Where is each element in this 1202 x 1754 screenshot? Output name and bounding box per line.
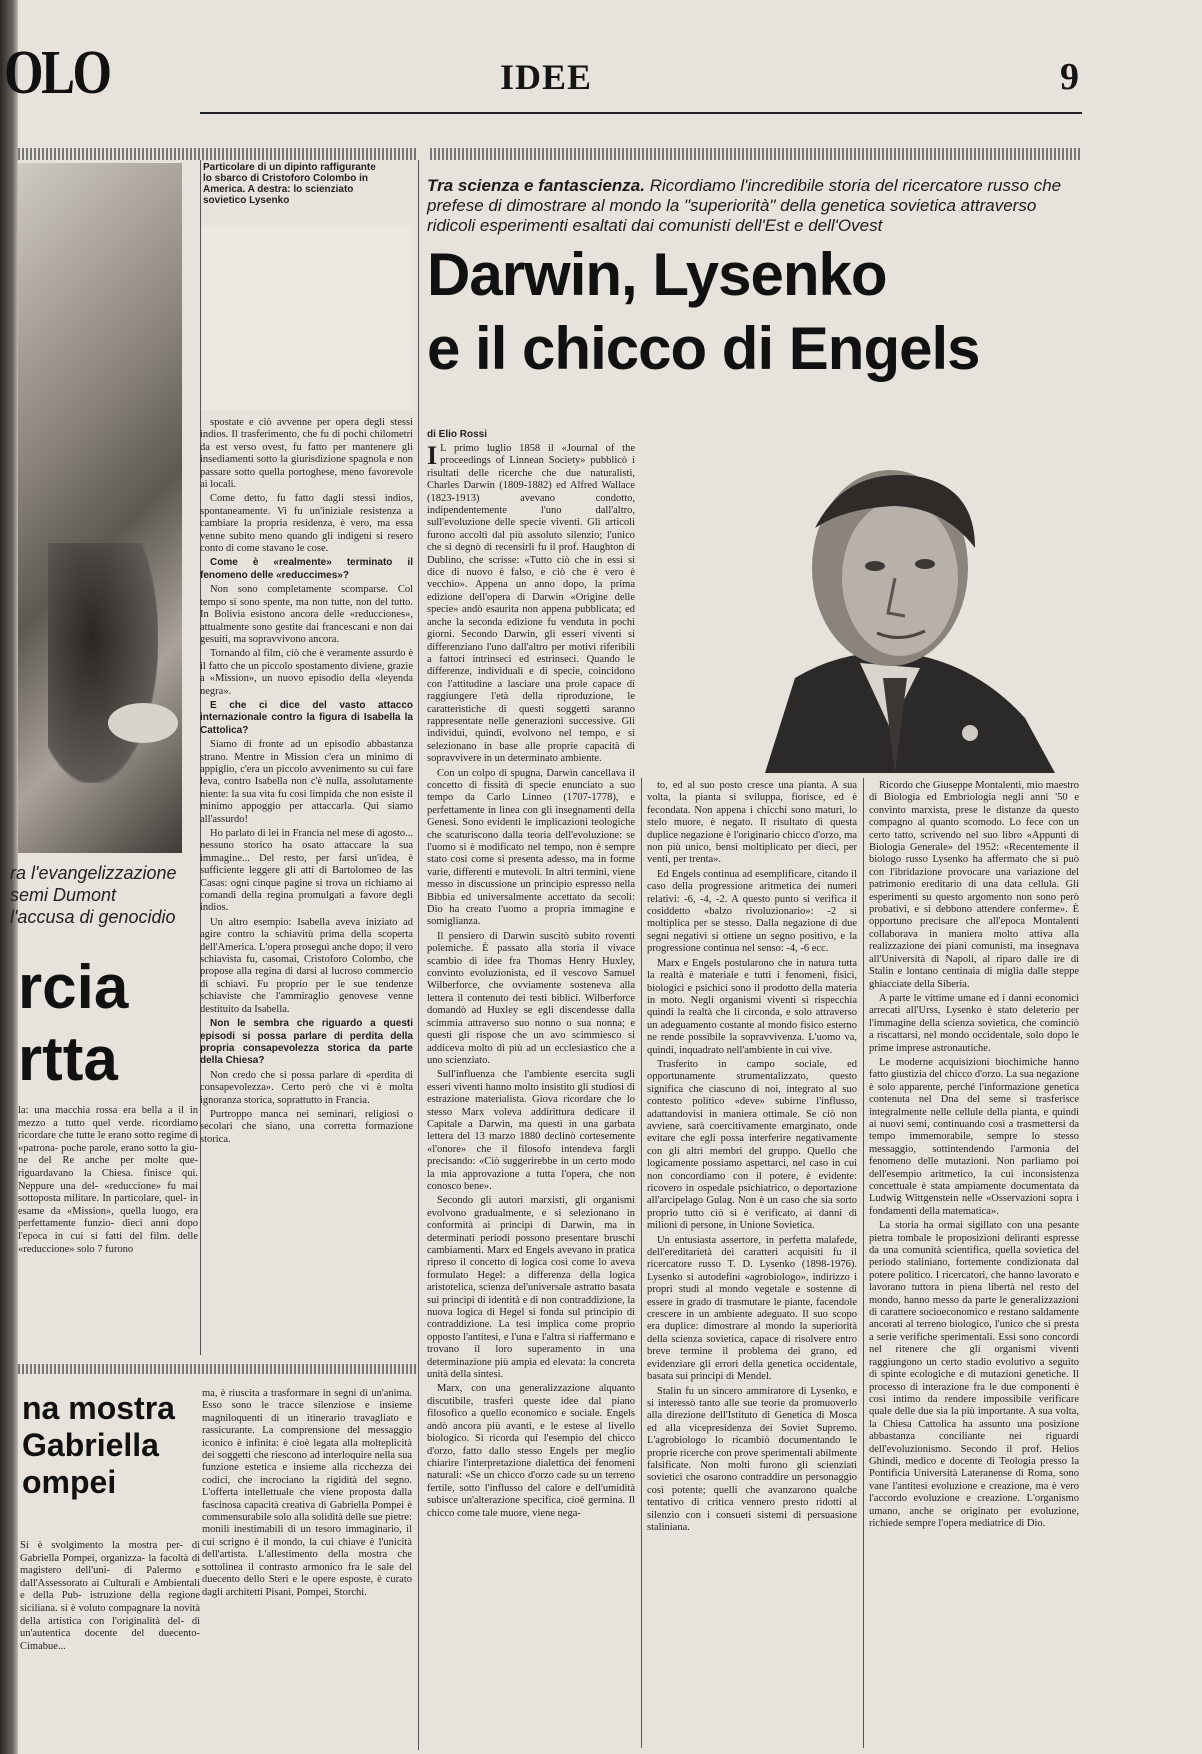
article-paragraph: Ed Engels continua ad esemplificare, citando il caso della progressione aritmetica dei numeri relativi: -6, -4, -2. A questo punto si verifica il cosiddetto «balzo rivoluzionario»: -2 si moltiplica per se stesso. Dalla negazione di due segni negativi si ottiene un segno positivo, e la progressione continua nel senso: -4, -6 ecc. — [647, 868, 857, 955]
exhibition-rule — [18, 1364, 418, 1374]
interview-answer: spostate e ciò avvenne per opera degli stessi indios. Il trasferimento, che fu di pochi chilometri da est verso ovest, fu fatto per mantenere gli insediamenti sotto la giurisdizione spagnola e non passare sotto quella portoghese, meno favorevole ai locali. — [200, 417, 413, 491]
article-column-1 — [427, 443, 635, 1750]
exhibition-paragraph: ma, è riuscita a trasformare in segni di un'anima. Esso sono le tracce silenziose e insieme magniloquenti di un itinerario travagliato e rassicurante. La comprensione del messaggio iconico è infinita: è cioè legata alla molteplicità dei soggetti che riescono ad interloquire nella sua funzione estetica e insieme alla ricchezza dei codici, che incrociano la rigidità del segno. L'offerta intellettuale che viene proposta dalla fascinosa capacità creativa di Gabriella Pompei è commensurabile solo alla solidità delle sue pietre: monili inestimabili di un tesoro immaginario, il cui scrigno è il mondo, la cui chiave è l'unicità dell'artista. L'allestimento della mostra che sottolinea il contrasto armonico fra le sale del duecento dello Steri e le opere esposte, è curato dagli architetti Pisani, Pompei, Storchi. — [202, 1388, 412, 1598]
article-paragraph: Un entusiasta assertore, in perfetta malafede, dell'ereditarietà dei caratteri acquisiti fu il ricercatore russo T. D. Lysenko (1898-1976). Lysenko si autodefinì «agrobiologo», indirizzo i propri studi al mondo vegetale e sostenne di essere in grado di trasmutare le piante, facendole crescere in un ambiente adeguato. Il suo scopo era duplice: dimostrare al mondo la superiorità della scienza sovietica, capace di risolvere entro breve termine il problema dei grano, ed evidenziare gli errori della genetica occidentale, basata sui principi di Mendel. — [647, 1234, 857, 1383]
masthead-fragment: OLO — [4, 39, 110, 107]
interview-question: E che ci dice del vasto attacco internazionale contro la figura di Isabella la Cattolica? — [200, 699, 413, 736]
article-byline: di Elio Rossi — [427, 429, 488, 440]
article-paragraph: Marx e Engels postularono che in natura tutta la realtà è materiale e tutti i fenomeni, fisici, biologici e psichici sono il prodotto della materia in moto. Negli organismi viventi si rispecchia quindi la realtà che li circonda, e solo attraverso un adeguamento costante al mondo fisico esterno ne rende possibile la sopravvivenza. L'uomo va, quindi, inquadrato nell'ambiente in cui vive. — [647, 957, 857, 1056]
page-number: 9 — [1060, 56, 1079, 98]
painting-highlight — [108, 703, 178, 743]
left-story-caption: ra l'evangelizzazione semi Dumont l'accusa di genocidio — [10, 863, 177, 927]
interview-answer: Siamo di fronte ad un episodio abbastanza strano. Mentre in Mission c'era un minimo di appiglio, c'era un piccolo avvenimento su cui fare leva, contro Isabella non c'è nulla, assolutamente niente: la sua vita fu così limpida che non esiste il minimo appoggio per attaccarla. Qui siamo all'assurdo! — [200, 739, 413, 825]
interview-answer: Come detto, fu fatto dagli stessi indios, spontaneamente. Vi fu un'iniziale resistenza a cambiare la propria residenza, è vero, ma essa venne subito meno quando gli indigeni si resero conto di come stavano le cose. — [200, 493, 413, 555]
interview-answer: Tornando al film, ciò che è veramente assurdo è il fatto che un piccolo spostamento diviene, grazie a «Mission», un nuovo episodio della «leyenda negra». — [200, 648, 413, 697]
interview-answer: Un altro esempio: Isabella aveva iniziato ad agire contro la schiavitù prima della scoperta dell'America. L'opera proseguì anche dopo; il vero schiavista fu, casomai, Cristoforo Colombo, che propose alla regina di darsi al lucroso commercio di schiavi. Fu proprio per le sue tendenze schiaviste che l'ammiraglio genovese venne destituito da Isabella. — [200, 916, 413, 1015]
left-top-rule — [18, 148, 418, 160]
article-top-rule — [430, 148, 1082, 160]
article-paragraph — [427, 443, 635, 766]
left-story-headline: rcia rtta — [18, 953, 129, 1094]
drop-cap: I — [427, 443, 438, 470]
article-headline: Darwin, Lysenko e il chicco di Engels — [427, 241, 980, 382]
article-paragraph: Secondo gli autori marxisti, gli organismi evolvono gradualmente, e si selezionano in conformità ai principi di Darwin, ma in determinati periodi possono presentare bruschi cambiamenti. Marx ed Engels avevano in pratica ripreso il concetto di logica così come lo aveva formulato Hegel: a differenza della logica aristotelica, scienza del'universale astratto basata sui principi di identità e di non contraddizione, la nuova logica di Hegel si fonda sul principio di contraddizione. La tesi implica come proprio opposto l'antitesi, e l'una e l'altra si riaffermano e trovano il loro superamento in una determinazione più ampia ed elevata: la concreta unità della sintesi. — [427, 1195, 635, 1381]
exhibition-headline: na mostra Gabriella ompei — [22, 1390, 175, 1500]
article-paragraph: Con un colpo di spugna, Darwin cancellava il concetto di fissità di specie enunciato a suo tempo da Carlo Linneo (1707-1778), e perfettamente in linea con gli insegnamenti della Genesi. Sono evidenti le implicazioni teologiche che scaturiscono dalla teoria dell'evoluzione: se l'uomo si è modificato nel tempo, non è sempre stato così come si presenta adesso, ma in forme varie, differenti e mutevoli. In altri termini, viene messo in discussione un principio espresso nella Bibbia ed universalmente accettato da secoli: Dio ha creato l'uomo a propria immagine e somiglianza. — [427, 767, 635, 928]
interview-question: Come è «realmente» terminato il fenomeno delle «reduccimes»? — [200, 557, 413, 581]
interview-question: Non le sembra che riguardo a questi episodi si possa parlare di perdita della propria consapevolezza storica da parte della Chiesa? — [200, 1018, 413, 1067]
column-divider — [641, 778, 642, 1748]
caption-whitespace — [200, 225, 412, 410]
painting-photo — [18, 163, 182, 853]
photo-caption: Particolare di un dipinto raffigurante lo sbarco di Cristoforo Colombo in America. A destra: lo scienziato sovietico Lysenko — [203, 162, 376, 206]
article-paragraph: Sull'influenza che l'ambiente esercita sugli esseri viventi hanno molto insistito gli studiosi di estrazione materialista. Giova ricordare che lo stesso Marx voleva addirittura dedicare il Capitale a Darwin, ma questi in una garbata lettera del 13 marzo 1880 declinò cortesemente «l'onore» che il filosofo intendeva fargli precisando: «Ciò suggerirebbe in un certo modo la mia approvazione a tutta l'opera, che non conosco bene». — [427, 1069, 635, 1192]
interview-answer: Non credo che si possa parlare di «perdita di consapevolezza». Certo però che vi è molta ignoranza storica, soprattutto in Francia. — [200, 1069, 413, 1106]
painting-figure — [48, 543, 158, 783]
article-paragraph: Stalin fu un sincero ammiratore di Lysenko, e si interessò tanto alle sue teorie da promuoverlo alla direzione dell'Istituto di Genetica di Mosca ed alla vicepresidenza dei Soviet Supremo. L'agrobiologo lo ricambiò documentando le proprie ricerche con prove sperimentali abilmente falsificate. Non molti furono gli scienziati sovietici che osarono contraddire un personaggio così potente; quelli che avanzarono qualche tentativo di critica vennero presto ridotti al silenzio con i consueti sistemi di persuasione staliniana. — [647, 1385, 857, 1533]
interview-answer: Non sono completamente scomparse. Col tempo si sono spente, ma non tutte, non del tutto. In Bolivia esistono ancora delle «reducciones», attualmente sono gestite dai francescani e non dai gesuiti, ma sopravvivono ancora. — [200, 584, 413, 645]
exhibition-left-text: Si è svolgimento la mostra per- di Gabriella Pompei, organizza- la facoltà di magistero dell'uni- di Palermo e dall'Assessorato ai Culturali e Ambientali e della Pub- istruzione della regione siciliana. si è voluto compagnare la novità della artistica con l'originalità del- di un'autentica docente del duecento- Cimabue... — [20, 1540, 200, 1652]
kicker-text: Ricordiamo l'incredibile storia del ricercatore russo che prefese di dimostrare al mondo la "superiorità" della genetica sovietica attraverso ridicoli esperimenti esaltati dai comunisti dell'Est e dell'Ovest — [427, 176, 1062, 235]
section-title: IDEE — [500, 57, 593, 97]
interview-column — [200, 417, 413, 1347]
exhibition-right-text — [202, 1388, 412, 1748]
article-kicker — [427, 176, 1087, 236]
article-paragraph: A parte le vittime umane ed i danni economici arrecati all'Urss, Lysenko è stato deleterio per l'immagine della scienza sovietica, che cominciò a riscattarsi, nel mondo occidentale, solo dopo le prime imprese astronautiche. — [869, 992, 1079, 1054]
interview-answer: Ho parlato di lei in Francia nel mese di agosto... nessuno storico ha osato attaccare la sua immagine... Del resto, per farsi un'idea, è sufficiente leggere gli atti di Bartolomeo de las Casas: ogni cinque pagine si trova un richiamo ai comandi della regina promulgati a favore degli indios. — [200, 828, 413, 914]
interview-answer: Purtroppo manca nei seminari, religiosi o secolari che siano, una corretta formazione storica. — [200, 1108, 413, 1145]
article-column-2 — [647, 780, 857, 1750]
column-divider — [418, 160, 419, 1750]
lysenko-portrait — [645, 428, 1083, 773]
article-column-3 — [869, 780, 1079, 1750]
column-divider — [863, 778, 864, 1748]
kicker-lead: Tra scienza e fantascienza. — [427, 176, 645, 195]
article-paragraph: to, ed al suo posto cresce una pianta. A sua volta, la pianta si sviluppa, fiorisce, ed è fecondata. Non appena i chicchi sono maturi, lo stelo muore, è negato. Il risultato di questa duplice negazione è l'originario chicco d'orzo, ma non più unico, bensì moltiplicato per dieci, per venti, per trenta». — [647, 780, 857, 866]
article-lead-text: L primo luglio 1858 il «Journal of the proceedings of Linnean Society» pubblicò i risultati delle ricerche che due naturalisti, Charles Darwin (1809-1882) ed Alfred Wallace (1823-1913) avevano condotto, indipendentemente l'uno dall'altro, sull'evoluzione delle specie viventi. Gli articoli furono accolti dal più assoluto silenzio; l'unico che si degnò di recensirli fu il prof. Haughton di Dublino, che scrisse: «Tutto ciò che in essi si dice di nuovo è falso, e ciò che è vero è vecchio». Appena un anno dopo, la prima edizione dell'opera di Darwin «Origine delle specie» andò esaurita non appena pubblicata; ed anche la seconda edizione fu venduta in pochi giorni. Secondo Darwin, gli esseri viventi si differenziano l'uno dall'altro per motivi riferibili a fattori intrinseci ed estrinseci. Quando le differenze, individuali e di specie, coincidono con l'attitudine a lasciare una prole capace di raggiungere l'età della riproduzione, le caratteristiche di questi soggetti saranno rappresentate nelle generazioni successive. Gli individui, quindi, evolvono nel tempo, e si selezionano in base alle proprie capacità di sopravvivere in un determinato ambiente. — [427, 443, 635, 765]
portrait-svg — [645, 428, 1083, 773]
article-paragraph: La storia ha ormai sigillato con una pesante pietra tombale le proposizioni deliranti espresse da una comunità scientifica, quella sovietica del periodo staliniano, fortemente condizionata dal potere politico. I ricercatori, che hanno lavorato e lavorano tuttora in piena libertà nel resto del mondo, hanno messo da parte le generalizzazioni di carattere socioeconomico e restano saldamente ancorati al terreno biologico, l'unico che si presta a serie verifiche sperimentali. Essi sono concordi nel ritenere che gli organismi viventi raggiungono un certo stadio evolutivo a seguito di spinte ecologiche e di mutazioni genetiche. Il processo di interazione fra le due componenti è così intimo da rendere impossibile verificare quale delle due sia la più importante. A sua volta, la Chiesa Cattolica ha assunto una posizione abbastanza conciliante nei riguardi dell'evoluzionismo. Secondo il prof. Helios Ghindi, medico e docente di Teologia presso la Pontificia Università Lateranense di Roma, sono vane l'antitesi evoluzione e creazione, ma è vero l'accordo evoluzione e creazione. L'organismo umano, anche se originato per evoluzione, richiede sempre l'opera mediatrice di Dio. — [869, 1220, 1079, 1529]
article-paragraph: Trasferito in campo sociale, ed opportunamente strumentalizzato, questo significa che ciascuno di noi, integrato al suo contesto politico «deve» subirne l'influsso, adattandovisi in maniera ottimale. Se ciò non avviene, sarà coercitivamente emarginato, onde evitare che egli possa interferire negativamente con gli altri membri del gruppo. Quello che logicamente possiamo aspettarci, nel caso in cui non concordiamo con il potere, è evidente: ricovero in ospedale psichiatrico, o deportazione all'arcipelago Gulag. Non è un caso che sia sorto proprio tutto ciò si è verificato, ai danni di milioni di persone, in Unione Sovietica. — [647, 1058, 857, 1232]
left-story-fragment: la: una macchia rossa era bella a il in mezzo a tutto quel verde. ricordiamo ricordare che tutte le erano sotto regime di «patrona- poche parole, erano sotto la giu- ne del Re anche per molte que- riguardavano la Chiesa. finisce qui. Neppure una del- «reduccione» fu mai sottoposta militare. In particolare, quel- in esame da «Mission», quella luogo, era perfettamente funzio- dieci anni dopo l'epoca in cui si fatti del film. delle «reduccione» solo 7 furono — [18, 1105, 198, 1255]
article-paragraph: Marx, con una generalizzazione alquanto discutibile, trasferì queste idee dal piano filosofico a quello economico e sociale. Engels andò ancora più avanti, e le estese al livello biologico. Si ricorda qui l'esempio del chicco d'orzo, fatto dallo stesso Engels per meglio chiarire l'interpretazione dialettica dei fenomeni naturali: «Se un chicco d'orzo cade su un terreno fertile, sotto l'influsso del calore e dell'umidità subisce un'alterazione specifica, cioè germina. Il chicco come tale muore, viene nega- — [427, 1383, 635, 1519]
article-paragraph: Ricordo che Giuseppe Montalenti, mio maestro di Biologia ed Embriologia negli anni '50 e convinto marxista, prese le distanze da questo compagno al quanto scomodo. Lo fece con un certo tatto, scrivendo nel suo libro «Appunti di Biologia Generale» del 1952: «Recentemente il biologo russo Lysenko ha affermato che si può con l'ibridazione provocare una variazione del patrimonio ereditario di una data cellula. Gli esperimenti su questo argomento non sono però probativi, e si debbono attendere conferme». È opportuno precisare che all'epoca Montalenti collaborava in maniera molto attiva alla realizzazione dei piani comunisti, ma insegnava all'Università di Napoli, al riparo dalle ire di Stalin e lontano centinaia di miglia dalle steppe ghiacciate della Siberia. — [869, 780, 1079, 990]
header-rule — [200, 112, 1082, 114]
article-paragraph: Il pensiero di Darwin suscitò subito roventi polemiche. È passato alla storia il vivace scambio di idee fra Thomas Henry Huxley, convinto evoluzionista, ed il vescovo Samuel Wilberforce, che ovviamente sosteneva alla lettera il contenuto dei testi biblici. Wilberforce domandò ad Huxley se egli discendesse dalla scimmia attraverso suo nonno o sua nonna; e questi gli rispose che un avo scimmiesco si addiceva molto di più ad un ecclesiastico che a uno scienziato. — [427, 930, 635, 1066]
article-paragraph: Le moderne acquisizioni biochimiche hanno fatto giustizia del chicco d'orzo. La sua negazione è solo apparente, perché l'informazione genetica contenuta nel Dna del seme si trasferisce integralmente nelle cellule della pianta, e quindi ai nuovi semi, continuando così a trasmettersi da tempo immemorabile, sempre lo stesso messaggio, sottintendendo l'armonia del fenomeno delle mutazioni. Non parliamo poi dell'esempio aritmetico, la cui inconsistenza concettuale è stata ampiamente documentata da Ludwig Wittgenstein nelle «Osservazioni sopra i fondamenti della matematica». — [869, 1056, 1079, 1217]
